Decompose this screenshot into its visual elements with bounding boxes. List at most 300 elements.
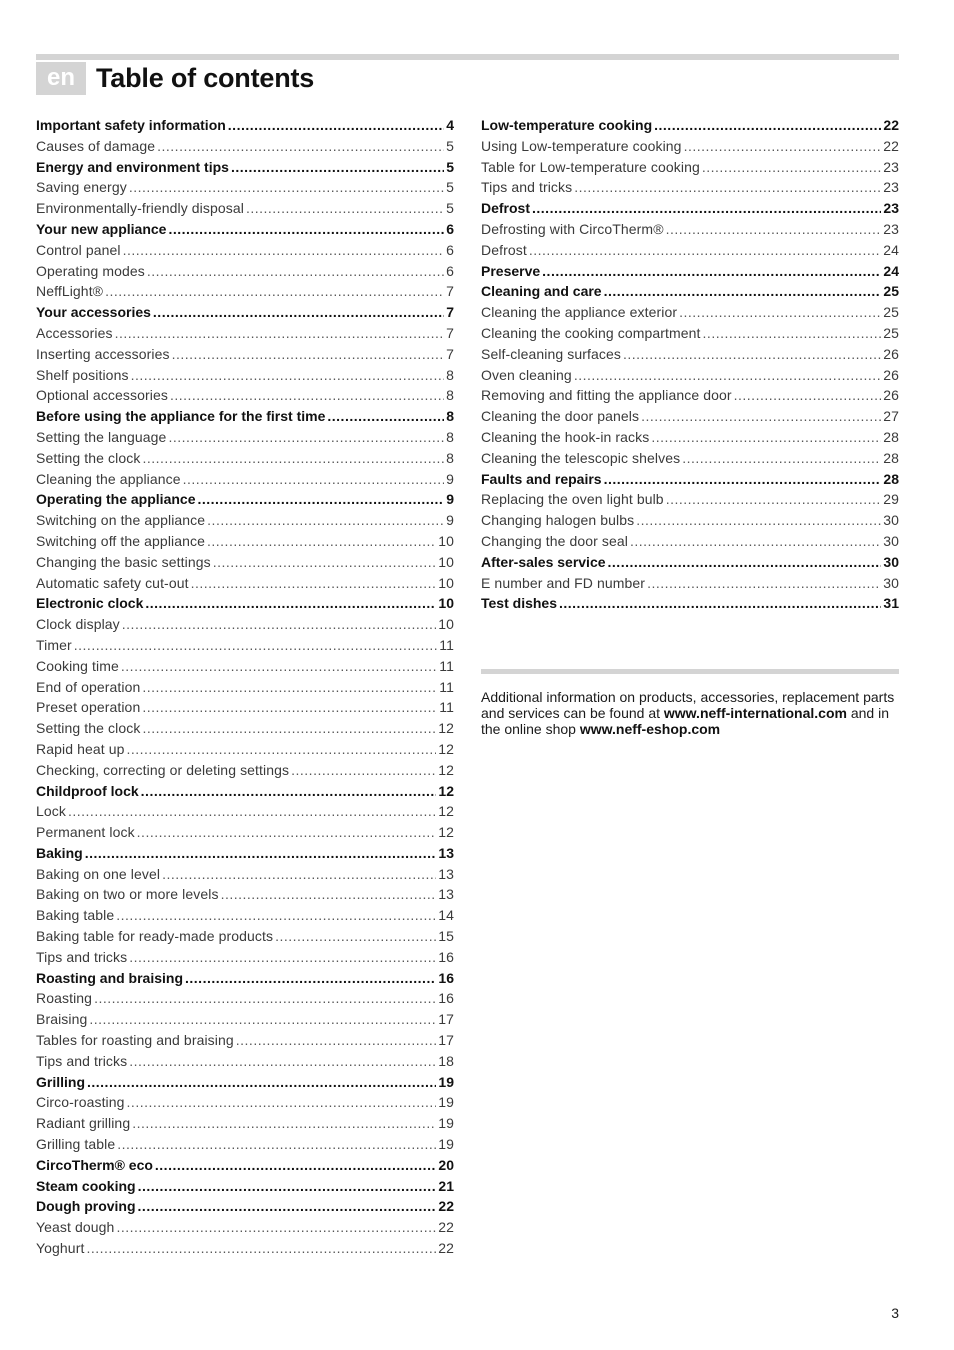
dot-leader <box>142 677 437 698</box>
toc-page-number: 18 <box>438 1052 454 1069</box>
toc-entry-title: Cleaning the appliance <box>36 470 181 487</box>
toc-section-entry[interactable] <box>481 240 899 261</box>
toc-page-number: 30 <box>883 553 899 570</box>
dot-leader <box>137 822 437 843</box>
toc-chapter-entry[interactable] <box>36 593 454 614</box>
toc-entry-title: Defrosting with CircoTherm® <box>481 220 664 237</box>
toc-section-entry[interactable] <box>481 365 899 386</box>
toc-page-number: 8 <box>446 366 454 383</box>
toc-page-number: 25 <box>883 324 899 341</box>
toc-section-entry[interactable] <box>481 177 899 198</box>
toc-entry-title: Your accessories <box>36 304 151 321</box>
toc-page-number: 11 <box>439 678 454 695</box>
toc-entry-title: Preset operation <box>36 699 141 716</box>
page-header <box>36 61 314 95</box>
toc-page-number: 11 <box>439 636 454 653</box>
toc-entry-title: Removing and fitting the appliance door <box>481 387 732 404</box>
toc-page-number: 22 <box>438 1219 454 1236</box>
dot-leader <box>604 469 882 490</box>
toc-entry-title: Shelf positions <box>36 366 129 383</box>
toc-entry-title: Timer <box>36 636 72 653</box>
page-title: Table of contents <box>96 62 315 93</box>
toc-entry-title: Setting the language <box>36 428 167 445</box>
toc-entry-title: Faults and repairs <box>481 470 602 487</box>
toc-entry-title: Changing the door seal <box>481 532 628 549</box>
toc-entry-title: Setting the clock <box>36 720 141 737</box>
toc-page-number: 7 <box>446 345 454 362</box>
toc-entry-title: Defrost <box>481 200 531 217</box>
toc-page-number: 7 <box>446 283 454 300</box>
dot-leader <box>138 1196 437 1217</box>
dot-leader <box>123 240 445 261</box>
toc-entry-title: Lock <box>36 803 66 820</box>
toc-entry-title: CircoTherm® eco <box>36 1156 153 1173</box>
toc-entry-title: Clock display <box>36 616 120 633</box>
toc-entry-title: Switching on the appliance <box>36 512 206 529</box>
toc-section-entry[interactable] <box>36 905 454 926</box>
toc-entry-title: Roasting and braising <box>36 969 184 986</box>
toc-page-number: 7 <box>446 324 454 341</box>
toc-page-number: 19 <box>438 1136 454 1153</box>
toc-entry-title: Braising <box>36 1011 88 1028</box>
dot-leader <box>679 302 881 323</box>
toc-section-entry[interactable] <box>481 157 899 178</box>
toc-page-number: 6 <box>446 262 454 279</box>
toc-page-number: 24 <box>883 262 899 279</box>
toc-section-entry[interactable] <box>36 656 454 677</box>
toc-page-number: 12 <box>438 803 454 820</box>
dot-leader <box>636 510 881 531</box>
toc-entry-title: Preserve <box>481 262 541 279</box>
toc-page-number: 31 <box>883 595 899 612</box>
toc-entry-title: Optional accessories <box>36 387 168 404</box>
dot-leader <box>94 988 436 1009</box>
toc-entry-title: Electronic clock <box>36 595 144 612</box>
toc-page-number: 10 <box>438 595 454 612</box>
dot-leader <box>529 240 881 261</box>
toc-page-number: 22 <box>883 117 899 133</box>
dot-leader <box>228 115 444 136</box>
dot-leader <box>703 323 882 344</box>
dot-leader <box>168 219 444 240</box>
dot-leader <box>275 926 436 947</box>
toc-chapter-entry[interactable] <box>481 115 899 136</box>
dot-leader <box>191 573 437 594</box>
toc-chapter-entry[interactable] <box>36 406 454 427</box>
dot-leader <box>142 448 444 469</box>
dot-leader <box>604 281 882 302</box>
toc-page-number: 28 <box>883 428 899 445</box>
toc-section-entry[interactable] <box>36 947 454 968</box>
toc-page-number: 30 <box>883 512 899 529</box>
toc-section-entry[interactable] <box>481 448 899 469</box>
toc-section-entry[interactable] <box>36 884 454 905</box>
toc-entry-title: Cleaning the hook-in racks <box>481 428 650 445</box>
toc-section-entry[interactable] <box>481 510 899 531</box>
toc-entry-title: Cooking time <box>36 657 119 674</box>
toc-entry-title: Setting the clock <box>36 449 141 466</box>
dot-leader <box>246 198 444 219</box>
toc-entry-title: Cleaning the door panels <box>481 408 640 425</box>
toc-section-entry[interactable] <box>481 219 899 240</box>
eshop-link[interactable]: www.neff-eshop.com <box>579 721 721 737</box>
toc-chapter-entry[interactable] <box>36 489 454 510</box>
toc-chapter-entry[interactable] <box>481 281 899 302</box>
toc-page-number: 19 <box>438 1094 454 1111</box>
dot-leader <box>641 406 881 427</box>
toc-section-entry[interactable] <box>481 344 899 365</box>
toc-section-entry[interactable] <box>36 926 454 947</box>
dot-leader <box>734 385 882 406</box>
language-badge: en <box>36 62 86 95</box>
toc-page-number: 25 <box>883 283 899 300</box>
toc-entry-title: Permanent lock <box>36 824 135 841</box>
top-rule <box>36 54 899 60</box>
toc-page-number: 6 <box>446 241 454 258</box>
toc-section-entry[interactable] <box>481 489 899 510</box>
toc-chapter-entry[interactable] <box>481 469 899 490</box>
toc-section-entry[interactable] <box>36 1092 454 1113</box>
toc-page-number: 30 <box>883 532 899 549</box>
toc-entry-title: Baking on two or more levels <box>36 886 219 903</box>
toc-page-number: 24 <box>883 241 899 258</box>
toc-section-entry[interactable] <box>481 302 899 323</box>
dot-leader <box>702 157 881 178</box>
toc-section-entry[interactable] <box>36 1030 454 1051</box>
toc-entry-title: Tips and tricks <box>36 948 128 965</box>
toc-section-entry[interactable] <box>36 427 454 448</box>
dot-leader <box>651 427 881 448</box>
toc-page-number: 10 <box>438 553 454 570</box>
toc-section-entry[interactable] <box>36 697 454 718</box>
dot-leader <box>87 1072 436 1093</box>
toc-page-number: 21 <box>438 1177 454 1194</box>
toc-section-entry[interactable] <box>36 718 454 739</box>
toc-entry-title: Childproof lock <box>36 782 139 799</box>
dot-leader <box>291 760 436 781</box>
toc-section-entry[interactable] <box>481 385 899 406</box>
dot-leader <box>236 1030 436 1051</box>
toc-chapter-entry[interactable] <box>36 1196 454 1217</box>
toc-page-number: 8 <box>446 408 454 425</box>
toc-section-entry[interactable] <box>36 1217 454 1238</box>
toc-page-number: 10 <box>438 574 454 591</box>
toc-page-number: 30 <box>883 574 899 591</box>
toc-entry-title: Using Low-temperature cooking <box>481 137 682 154</box>
toc-page-number: 19 <box>438 1073 454 1090</box>
toc-chapter-entry[interactable] <box>36 1176 454 1197</box>
toc-section-entry[interactable] <box>36 614 454 635</box>
toc-page-number: 17 <box>438 1032 454 1049</box>
toc-entry-title: Baking table <box>36 907 115 924</box>
toc-section-entry[interactable] <box>36 677 454 698</box>
toc-section-entry[interactable] <box>36 1238 454 1259</box>
dot-leader <box>116 905 436 926</box>
toc-section-entry[interactable] <box>36 988 454 1009</box>
toc-section-entry[interactable] <box>481 136 899 157</box>
dot-leader <box>153 302 444 323</box>
additional-info <box>481 689 899 737</box>
toc-page-number: 28 <box>883 449 899 466</box>
toc-section-entry[interactable] <box>36 240 454 261</box>
toc-entry-title: Table for Low-temperature cooking <box>481 158 700 175</box>
dot-leader <box>666 219 882 240</box>
toc-entry-title: Baking on one level <box>36 865 161 882</box>
dot-leader <box>131 365 445 386</box>
toc-entry-title: Operating modes <box>36 262 145 279</box>
toc-section-entry[interactable] <box>481 573 899 594</box>
toc-entry-title: Causes of damage <box>36 137 156 154</box>
toc-section-entry[interactable] <box>481 406 899 427</box>
toc-section-entry[interactable] <box>36 739 454 760</box>
dot-leader <box>170 385 444 406</box>
toc-entry-title: Grilling <box>36 1073 85 1090</box>
toc-page-number: 13 <box>438 865 454 882</box>
dot-leader <box>105 281 444 302</box>
toc-section-entry[interactable] <box>36 365 454 386</box>
toc-entry-title: Energy and environment tips <box>36 158 229 175</box>
dot-leader <box>666 489 882 510</box>
toc-page-number: 12 <box>438 740 454 757</box>
toc-section-entry[interactable] <box>36 448 454 469</box>
toc-page-number: 9 <box>446 491 454 508</box>
dot-leader <box>129 947 436 968</box>
toc-section-entry[interactable] <box>36 801 454 822</box>
dot-leader <box>68 801 436 822</box>
toc-entry-title: Cleaning the appliance exterior <box>481 304 678 321</box>
toc-entry-title: NeffLight® <box>36 283 104 300</box>
dot-leader <box>145 593 436 614</box>
toc-section-entry[interactable] <box>36 261 454 282</box>
toc-page-number: 23 <box>883 220 899 237</box>
toc-page-number: 6 <box>446 220 454 237</box>
dot-leader <box>117 1134 436 1155</box>
toc-entry-title: Control panel <box>36 241 121 258</box>
dot-leader <box>542 261 881 282</box>
toc-section-entry[interactable] <box>36 323 454 344</box>
toc-entry-title: Defrost <box>481 241 527 258</box>
toc-page-number: 14 <box>438 907 454 924</box>
toc-entry-title: Yoghurt <box>36 1240 85 1257</box>
toc-section-entry[interactable] <box>36 635 454 656</box>
toc-entry-title: Cleaning and care <box>481 283 602 300</box>
dot-leader <box>138 1176 437 1197</box>
toc-page-number: 12 <box>438 720 454 737</box>
toc-section-entry[interactable] <box>36 1051 454 1072</box>
dot-leader <box>574 365 881 386</box>
toc-section-entry[interactable] <box>36 573 454 594</box>
toc-entry-title: Baking <box>36 844 83 861</box>
toc-page-number: 8 <box>446 449 454 466</box>
page-number: 3 <box>891 1305 899 1321</box>
toc-entry-title: Oven cleaning <box>481 366 572 383</box>
dot-leader <box>132 1113 436 1134</box>
toc-page-number: 26 <box>883 366 899 383</box>
toc-page-number: 5 <box>446 200 454 217</box>
toc-page-number: 9 <box>446 470 454 487</box>
toc-chapter-entry[interactable] <box>36 157 454 178</box>
toc-chapter-entry[interactable] <box>36 843 454 864</box>
toc-section-entry[interactable] <box>481 531 899 552</box>
dot-leader <box>185 968 436 989</box>
toc-section-entry[interactable] <box>481 323 899 344</box>
toc-entry-title: Tips and tricks <box>36 1052 128 1069</box>
toc-chapter-entry[interactable] <box>36 781 454 802</box>
dot-leader <box>608 552 882 573</box>
website-link[interactable]: www.neff-international.com <box>663 705 847 721</box>
toc-page-number: 27 <box>883 408 899 425</box>
toc-section-entry[interactable] <box>36 198 454 219</box>
toc-section-entry[interactable] <box>36 1134 454 1155</box>
toc-chapter-entry[interactable] <box>36 219 454 240</box>
toc-section-entry[interactable] <box>36 385 454 406</box>
dot-leader <box>129 1051 436 1072</box>
dot-leader <box>231 157 444 178</box>
info-text-2: and in the online shop <box>481 705 889 737</box>
toc-section-entry[interactable] <box>36 760 454 781</box>
toc-entry-title: Low-temperature cooking <box>481 117 653 133</box>
dot-leader <box>207 510 444 531</box>
dot-leader <box>162 864 436 885</box>
toc-page-number: 12 <box>438 761 454 778</box>
toc-chapter-entry[interactable] <box>36 968 454 989</box>
dot-leader <box>157 136 444 157</box>
toc-entry-title: Changing the basic settings <box>36 553 211 570</box>
dot-leader <box>574 177 881 198</box>
dot-leader <box>647 573 881 594</box>
toc-entry-title: After-sales service <box>481 553 606 570</box>
dot-leader <box>623 344 881 365</box>
toc-page-number: 29 <box>883 491 899 508</box>
toc-page-number: 22 <box>883 137 899 154</box>
toc-entry-title: Roasting <box>36 990 93 1007</box>
toc-chapter-entry[interactable] <box>481 198 899 219</box>
info-divider <box>481 669 899 674</box>
dot-leader <box>127 1092 437 1113</box>
dot-leader <box>172 344 445 365</box>
dot-leader <box>213 552 437 573</box>
toc-page-number: 11 <box>439 657 454 674</box>
toc-chapter-entry[interactable] <box>481 261 899 282</box>
toc-section-entry[interactable] <box>36 344 454 365</box>
toc-chapter-entry[interactable] <box>481 593 899 614</box>
toc-section-entry[interactable] <box>36 510 454 531</box>
toc-entry-title: Circo-roasting <box>36 1094 125 1111</box>
toc-column-left <box>36 115 454 1259</box>
dot-leader <box>141 781 437 802</box>
toc-entry-title: Test dishes <box>481 595 557 612</box>
toc-page-number: 8 <box>446 428 454 445</box>
toc-entry-title: End of operation <box>36 678 141 695</box>
dot-leader <box>85 843 437 864</box>
dot-leader <box>142 718 436 739</box>
toc-entry-title: Cleaning the cooking compartment <box>481 324 701 341</box>
toc-page-number: 16 <box>438 948 454 965</box>
dot-leader <box>86 1238 436 1259</box>
toc-entry-title: Switching off the appliance <box>36 532 205 549</box>
toc-entry-title: Replacing the oven light bulb <box>481 491 664 508</box>
toc-entry-title: Operating the appliance <box>36 491 196 508</box>
dot-leader <box>89 1009 436 1030</box>
dot-leader <box>129 177 444 198</box>
toc-page-number: 26 <box>883 345 899 362</box>
dot-leader <box>116 1217 436 1238</box>
dot-leader <box>115 323 445 344</box>
toc-section-entry[interactable] <box>36 822 454 843</box>
dot-leader <box>532 198 881 219</box>
toc-entry-title: Radiant grilling <box>36 1115 131 1132</box>
toc-page-number: 5 <box>446 179 454 196</box>
toc-entry-title: Self-cleaning surfaces <box>481 345 621 362</box>
toc-chapter-entry[interactable] <box>36 1155 454 1176</box>
toc-chapter-entry[interactable] <box>36 302 454 323</box>
toc-entry-title: Before using the appliance for the first time <box>36 408 326 425</box>
toc-entry-title: Tables for roasting and braising <box>36 1032 234 1049</box>
toc-section-entry[interactable] <box>36 552 454 573</box>
toc-entry-title: Saving energy <box>36 179 127 196</box>
toc-entry-title: Automatic safety cut-out <box>36 574 189 591</box>
toc-section-entry[interactable] <box>36 1113 454 1134</box>
toc-section-entry[interactable] <box>36 136 454 157</box>
toc-chapter-entry[interactable] <box>36 115 454 136</box>
toc-section-entry[interactable] <box>36 281 454 302</box>
toc-entry-title: Baking table for ready-made products <box>36 928 274 945</box>
toc-page-number: 10 <box>438 616 454 633</box>
toc-entry-title: Steam cooking <box>36 1177 136 1194</box>
toc-entry-title: E number and FD number <box>481 574 646 591</box>
toc-section-entry[interactable] <box>36 469 454 490</box>
toc-entry-title: Important safety information <box>36 117 226 133</box>
toc-chapter-entry[interactable] <box>481 552 899 573</box>
dot-leader <box>197 489 444 510</box>
toc-entry-title: Grilling table <box>36 1136 116 1153</box>
info-text-1: Additional information on products, accessories, replacement parts and services can be found at <box>481 689 895 721</box>
toc-page-number: 22 <box>438 1240 454 1257</box>
toc-page-number: 23 <box>883 179 899 196</box>
toc-page-number: 22 <box>438 1198 454 1215</box>
dot-leader <box>74 635 438 656</box>
dot-leader <box>155 1155 437 1176</box>
toc-entry-title: Checking, correcting or deleting settings <box>36 761 290 778</box>
toc-section-entry[interactable] <box>36 531 454 552</box>
toc-entry-title: Tips and tricks <box>481 179 573 196</box>
toc-entry-title: Changing halogen bulbs <box>481 512 635 529</box>
dot-leader <box>183 469 444 490</box>
toc-page-number: 13 <box>438 886 454 903</box>
toc-section-entry[interactable] <box>36 177 454 198</box>
toc-section-entry[interactable] <box>36 864 454 885</box>
dot-leader <box>122 614 436 635</box>
toc-page-number: 4 <box>446 117 454 133</box>
dot-leader <box>221 884 437 905</box>
toc-page-number: 17 <box>438 1011 454 1028</box>
toc-page-number: 16 <box>438 990 454 1007</box>
toc-page-number: 9 <box>446 512 454 529</box>
dot-leader <box>147 261 444 282</box>
toc-page-number: 11 <box>439 699 454 716</box>
toc-page-number: 19 <box>438 1115 454 1132</box>
toc-chapter-entry[interactable] <box>36 1072 454 1093</box>
toc-page-number: 8 <box>446 387 454 404</box>
dot-leader <box>559 593 881 614</box>
toc-entry-title: Yeast dough <box>36 1219 115 1236</box>
toc-page-number: 12 <box>438 782 454 799</box>
toc-page-number: 28 <box>883 470 899 487</box>
toc-page-number: 16 <box>438 969 454 986</box>
toc-section-entry[interactable] <box>36 1009 454 1030</box>
toc-section-entry[interactable] <box>481 427 899 448</box>
toc-column-right <box>481 115 899 614</box>
